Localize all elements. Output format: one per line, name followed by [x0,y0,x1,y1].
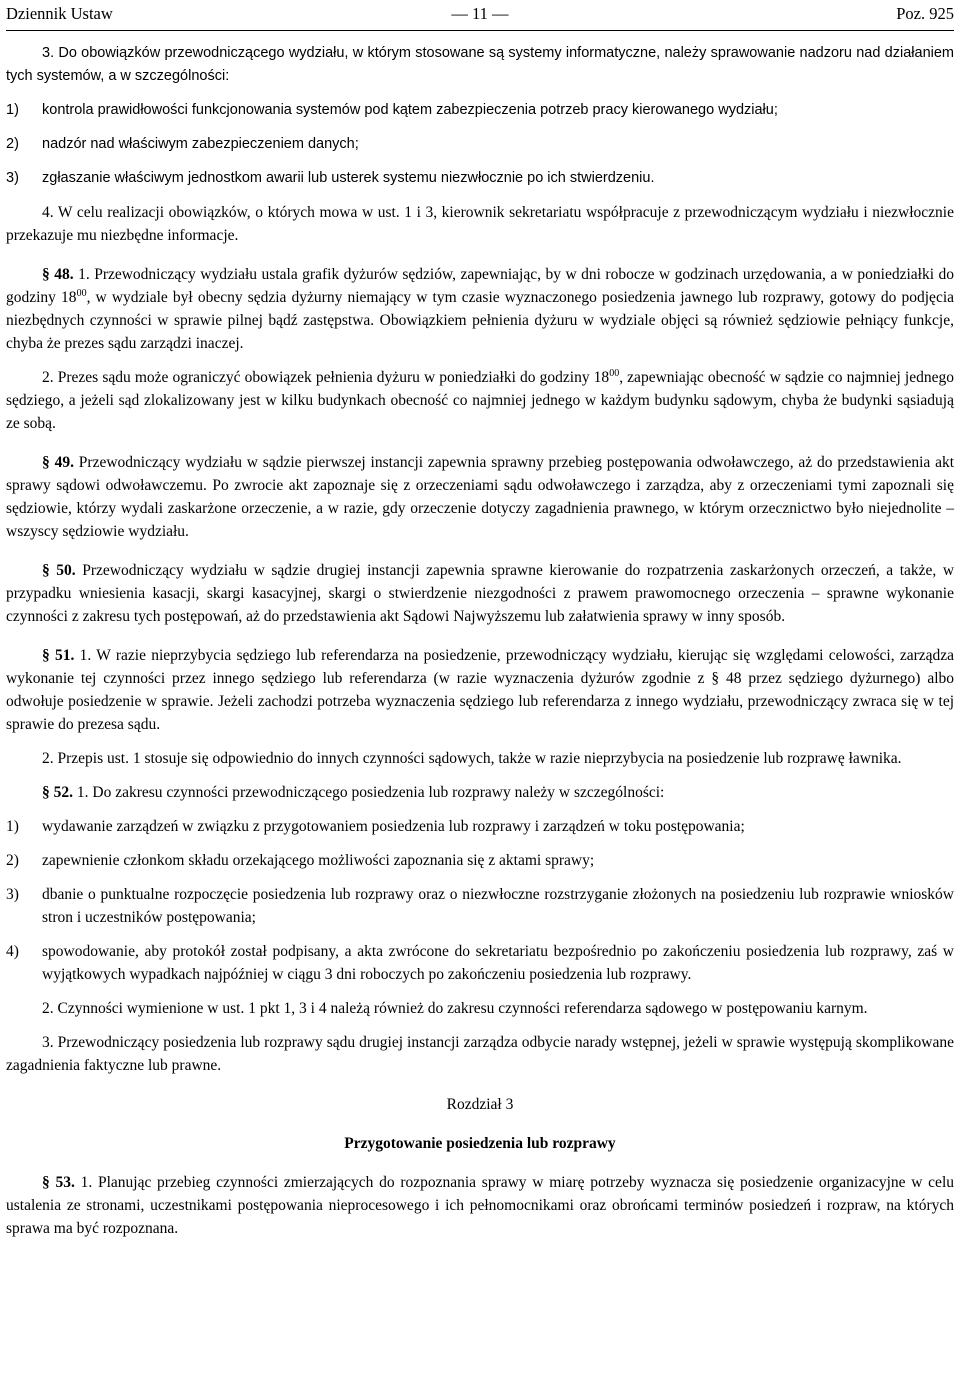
page-number: — 11 — [451,4,509,23]
section-51-ust-1 [6,644,954,736]
list-item [6,883,954,929]
journal-title: Dziennik Ustaw [6,4,113,23]
paragraph-text: , zapewniając obecność w sądzie co najmniej jednego sędziego, a jeżeli sąd zlokalizowany jest w kilku budynkach obecność co najmniej jednego w każdym budynku sądowym, chyba że budynki sąsiadują ze sobą. [6,369,954,432]
list-number: 1) [6,102,19,118]
list-number: 3) [6,886,19,903]
chapter-number: Rozdział 3 [446,1096,514,1113]
section-52-ust-2: 2. Czynności wymienione w ust. 1 pkt 1, 3 i 4 należą również do zakresu czynności referendarza sądowego w postępowaniu karnym. [42,1000,868,1017]
list-item [6,940,954,986]
list-item [6,99,954,122]
list-number: 2) [6,852,19,869]
list-number: 1) [6,818,19,835]
section-52-ust-3: 3. Przewodniczący posiedzenia lub rozprawy sądu drugiej instancji zarządza odbycie narady wstępnej, jeżeli w sprawie występują skomplikowane zagadnienia faktyczne lub prawne. [6,1034,954,1074]
list-item [6,167,954,190]
list-text: spowodowanie, aby protokół został podpisany, a akta zwrócone do sekretariatu bezpośrednio po zakończeniu posiedzenia lub rozprawy, zaś w wyjątkowych wypadkach najpóźniej w ciągu 3 dni roboczych po zakończeniu posiedzenia lub rozprawy. [42,943,954,983]
paragraph-text: 1. Przewodniczący wydziału ustala grafik dyżurów sędziów, zapewniając, by w dni robocze w godzinach urzędowania, a w poniedziałki do godziny 18 [6,266,954,306]
section-48-ust-1 [6,263,954,355]
paragraph-text: 2. Prezes sądu może ograniczyć obowiązek pełnienia dyżuru w poniedziałki do godziny 18 [42,369,610,386]
list-item [6,815,954,838]
list-text: dbanie o punktualne rozpoczęcie posiedzenia lub rozprawy oraz o niezwłoczne rozstrzyganie złożonych na posiedzeniu lub rozprawie wniosków stron i uczestników postępowania; [42,886,954,926]
superscript: 00 [76,287,87,299]
list-text: zgłaszanie właściwym jednostkom awarii lub usterek systemu niezwłocznie po ich stwierdzeniu. [42,170,655,186]
paragraph-text: 1. Do zakresu czynności przewodniczącego posiedzenia lub rozprawy należy w szczególności: [76,784,665,801]
list-number: 2) [6,136,19,152]
section-number: § 50. [42,562,76,579]
list-text: nadzór nad właściwym zabezpieczeniem danych; [42,136,359,152]
section-48-ust-2 [6,366,954,435]
paragraph-text: Przewodniczący wydziału w sądzie drugiej instancji zapewnia sprawne kierowanie do rozpatrzenia zaskarżonych orzeczeń, a także, w przypadku wniesienia kasacji, skargi kasacyjnej, skargi o stwierdzenie niezgodności z prawem prawomocnego orzeczenia – sprawne wykonanie czynności z zakresu tych postępowań, aż do przedstawienia akt Sądowi Najwyższemu lub załatwienia sprawy w inny sposób. [6,562,955,625]
list-text: kontrola prawidłowości funkcjonowania systemów pod kątem zabezpieczenia potrzeb pracy kierowanego wydziału; [42,102,778,118]
paragraph: 3. Do obowiązków przewodniczącego wydziału, w którym stosowane są systemy informatyczne, należy sprawowanie nadzoru nad działaniem tych systemów, a w szczególności: [6,45,954,84]
section-53-ust-1 [6,1171,954,1240]
superscript: 00 [609,367,620,379]
section-47-ust-3 [6,42,954,190]
chapter-title: Przygotowanie posiedzenia lub rozprawy [344,1135,616,1152]
section-number: § 49. [42,454,74,471]
list-item [6,849,954,872]
list-text: zapewnienie członkom składu orzekającego możliwości zapoznania się z aktami sprawy; [42,852,595,869]
paragraph-text: Przewodniczący wydziału w sądzie pierwszej instancji zapewnia sprawny przebieg postępowania odwoławczego, aż do przedstawienia akt sprawy sądowi odwoławczemu. Po zwrocie akt zapoznaje się z orzeczeniami sądu odwoławczego i zarządza, aby z orzeczeniami tymi zapoznali się sędziowie, którzy wydali zaskarżone orzeczenie, a w razie, gdy orzeczenie dotyczy zagadnienia prawnego, w którym orzecznictwo było niejednolite – wszyscy sędziowie wydziału. [6,454,955,540]
section-51-ust-2: 2. Przepis ust. 1 stosuje się odpowiednio do innych czynności sądowych, także w razie nieprzybycia na posiedzenie lub rozprawę ławnika. [42,750,902,767]
list-number: 3) [6,170,19,186]
section-52-ust-1 [6,781,954,804]
section-number: § 52. [42,784,73,801]
position-number: Poz. 925 [896,4,954,23]
section-number: § 51. [42,647,75,664]
section-50 [6,559,954,628]
section-number: § 48. [42,266,74,283]
page-header [6,0,954,31]
paragraph: 4. W celu realizacji obowiązków, o których mowa w ust. 1 i 3, kierownik sekretariatu współpracuje z przewodniczącym wydziału i niezwłocznie przekazuje mu niezbędne informacje. [6,204,954,244]
section-number: § 53. [42,1174,75,1191]
paragraph-text: 1. W razie nieprzybycia sędziego lub referendarza na posiedzenie, przewodniczący wydziału, kierując się względami celowości, zarządza wykonanie tej czynności przez innego sędziego lub referendarza (w razie wyznaczenia dyżurów zgodnie z § 48 przez sędziego dyżurnego) albo odwołuje posiedzenie w sprawie. Jeżeli zachodzi potrzeba wyznaczenia sędziego lub referendarza z innego wydziału, przewodniczący zwraca się w tej sprawie do prezesa sądu. [6,647,955,733]
list-text: wydawanie zarządzeń w związku z przygotowaniem posiedzenia lub rozprawy i zarządzeń w toku postępowania; [42,818,745,835]
section-49 [6,451,954,543]
list-item [6,133,954,156]
list-number: 4) [6,943,19,960]
paragraph-text: 1. Planując przebieg czynności zmierzających do rozpoznania sprawy w miarę potrzeby wyznacza się posiedzenie organizacyjne w celu ustalenia ze stronami, uczestnikami postępowania nieprocesowego i ich pełnomocnikami oraz obrońcami terminów posiedzeń i rozpraw, na których sprawa ma być rozpoznana. [6,1174,954,1237]
paragraph-text: , w wydziale był obecny sędzia dyżurny niemający w tym czasie wyznaczonego posiedzenia jawnego lub rozprawy, gotowy do podjęcia niezbędnych czynności w sprawie pilnej bądź zastępstwa. Obowiązkiem pełnienia dyżuru w wydziale objęci są również sędziowie pełniący funkcje, chyba że prezes sądu zarządzi inaczej. [6,289,955,352]
document-body [6,42,954,1251]
